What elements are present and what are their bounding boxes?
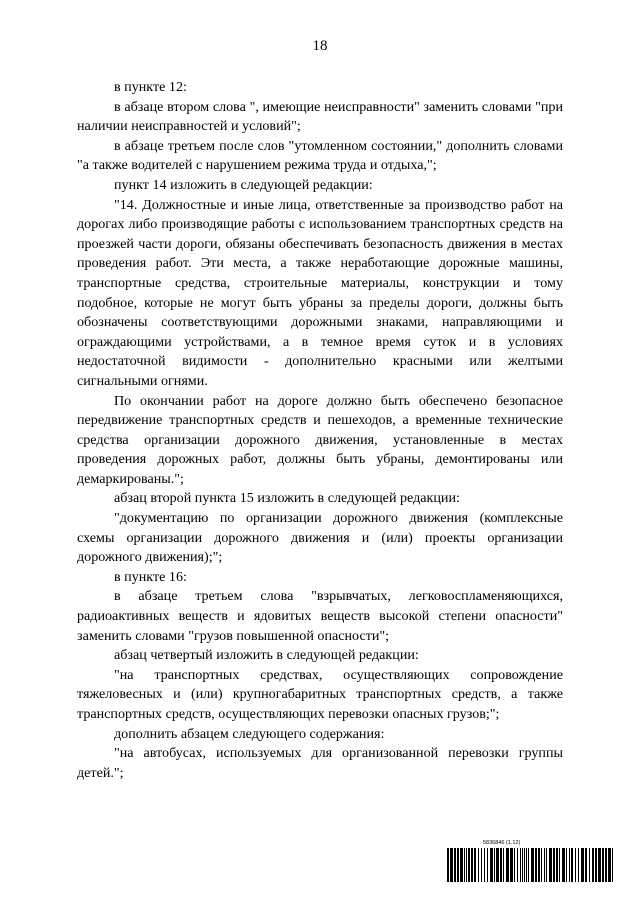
paragraph: в абзаце втором слова ", имеющие неисправности" заменить словами "при наличии неисправностей и условий"; xyxy=(77,98,563,135)
paragraph: в абзаце третьем слова "взрывчатых, легковоспламеняющихся, радиоактивных веществ и ядовитых веществ высокой степени опасности" заменить словами "грузов повышенной опасности"; xyxy=(77,588,563,644)
barcode-block xyxy=(447,840,615,882)
paragraph: в пункте 16: xyxy=(114,568,187,585)
barcode-icon xyxy=(447,848,615,882)
paragraph: дополнить абзацем следующего содержания: xyxy=(114,725,385,742)
paragraph: в абзаце третьем после слов "утомленном состоянии," дополнить словами "а также водителей с нарушением режима труда и отдыха,"; xyxy=(77,137,563,174)
paragraph: "на транспортных средствах, осуществляющих сопровождение тяжеловесных и (или) крупногабаритных транспортных средств, а также транспортных средств, осуществляющих перевозки опасных грузов;"; xyxy=(77,666,563,722)
document-body xyxy=(77,78,563,783)
paragraph: "на автобусах, используемых для организованной перевозки группы детей."; xyxy=(77,745,563,781)
paragraph: По окончании работ на дороге должно быть обеспечено безопасное передвижение транспортных средств и пешеходов, а временные технические средства организации дорожного движения, установленные в местах проведения дорожных работ, должны быть убраны, демонтированы или демаркированы."; xyxy=(77,392,563,487)
barcode-code: 5836846 (1.12) xyxy=(483,840,521,846)
paragraph: абзац четвертый изложить в следующей редакции: xyxy=(114,647,419,664)
paragraph: пункт 14 изложить в следующей редакции: xyxy=(114,176,373,193)
page-number: 18 xyxy=(312,38,328,54)
paragraph: в пункте 12: xyxy=(114,79,187,95)
paragraph: "14. Должностные и иные лица, ответственные за производство работ на дорогах либо производящие работы с использованием транспортных средств на проезжей части дороги, обязаны обеспечивать безопасность движения в местах проведения работ. Эти места, а также неработающие дорожные машины, транспортные средства, строительные материалы, конструкции и тому подобное, которые не могут быть убраны за пределы дороги, должны быть обозначены соответствующими дорожными знаками, направляющими и ограждающими устройствами, а в темное время суток и в условиях недостаточной видимости - дополнительно красными или желтыми сигнальными огнями. xyxy=(77,196,563,389)
paragraph: "документацию по организации дорожного движения (комплексные схемы организации дорожного движения и (или) проекты организации дорожного движения);"; xyxy=(77,510,563,566)
paragraph: абзац второй пункта 15 изложить в следующей редакции: xyxy=(114,490,460,507)
